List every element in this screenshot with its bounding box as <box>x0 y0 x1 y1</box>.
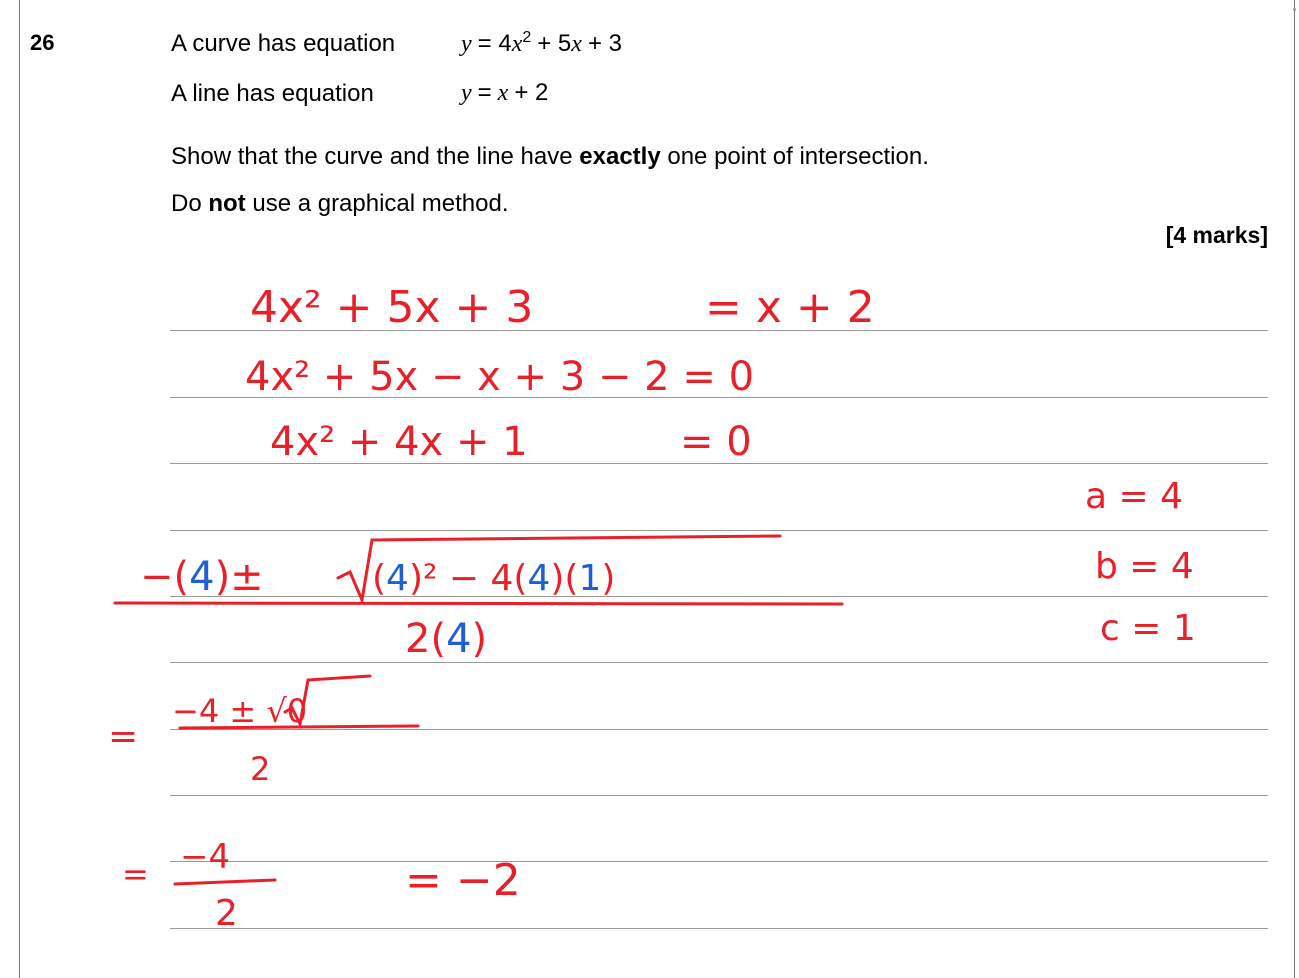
hw-fraction-bar-main <box>115 603 842 604</box>
hw-discriminant: (4)² − 4(4)(1) <box>372 558 616 599</box>
hw-line3-right: = 0 <box>680 419 752 465</box>
hw-fraction-bar-step2 <box>180 726 418 728</box>
hw-fraction-bar-step3 <box>175 880 275 884</box>
hw-numerator-neg: −(4)± <box>140 554 264 600</box>
hw-step2-denominator: 2 <box>250 750 271 788</box>
hw-denominator: 2(4) <box>405 616 488 662</box>
hw-line2: 4x² + 5x − x + 3 − 2 = 0 <box>245 354 755 400</box>
method-instruction: Do not use a graphical method. <box>171 190 509 217</box>
hw-line1-right: = x + 2 <box>705 282 875 333</box>
line-label: A line has equation <box>171 80 374 107</box>
hw-coef-a: a = 4 <box>1085 476 1184 517</box>
marks-label: [4 marks] <box>1165 222 1268 248</box>
hw-result: = −2 <box>405 855 521 906</box>
curve-label: A curve has equation <box>171 30 396 57</box>
hw-step3-numerator: −4 <box>180 837 231 877</box>
question-number: 26 <box>30 30 55 55</box>
hw-coef-c: c = 1 <box>1100 608 1196 649</box>
line-equation: y = x + 2 <box>461 79 549 106</box>
hw-line3-left: 4x² + 4x + 1 <box>270 419 528 465</box>
hw-step3-denominator: 2 <box>215 893 238 934</box>
instruction: Show that the curve and the line have exactly one point of intersection. <box>171 143 929 170</box>
hw-line1-left: 4x² + 5x + 3 <box>250 282 534 333</box>
curve-equation: $y = 4x^2 + 5x + 3$ <box>461 29 622 57</box>
hw-step2-numerator: −4 ± √0 <box>172 692 308 730</box>
hw-step3-equals: = <box>122 855 149 893</box>
hw-step2-equals: = <box>108 716 139 757</box>
hw-coef-b: b = 4 <box>1095 546 1194 587</box>
